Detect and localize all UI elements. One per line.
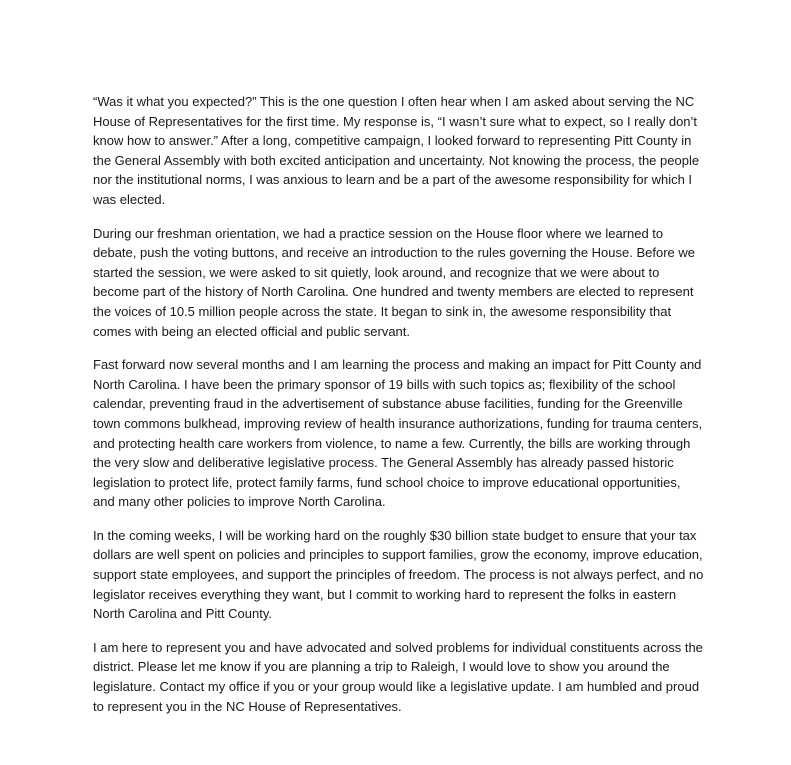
paragraph-5: I am here to represent you and have advocated and solved problems for individual constituents across the district. Please let me know if you are planning a trip to Raleigh, I would love to show you around the legislature. Contact my office if you or your group would like a legislative update. I am humbled and proud to represent you in the NC House of Representatives. xyxy=(93,639,703,714)
paragraph-4: In the coming weeks, I will be working hard on the roughly $30 billion state budget to ensure that your tax dollars are well spent on policies and principles to support families, grow the economy, improve education, support state employees, and support the principles of freedom. The process is not always perfect, and no legislator receives everything they want, but I commit to working hard to represent the folks in eastern North Carolina and Pitt County. xyxy=(93,527,704,622)
document-body xyxy=(93,92,705,730)
paragraph-3: Fast forward now several months and I am learning the process and making an impact for Pitt County and North Carolina. I have been the primary sponsor of 19 bills with such topics as; flexibility of the school calendar, preventing fraud in the advertisement of substance abuse facilities, funding for the Greenville town commons bulkhead, improving review of health insurance authorizations, funding for trauma centers, and protecting health care workers from violence, to name a few. Currently, the bills are working through the very slow and deliberative legislative process. The General Assembly has already passed historic legislation to protect life, protect family farms, fund school choice to improve educational opportunities, and many other policies to improve North Carolina. xyxy=(93,357,703,510)
paragraph-1: “Was it what you expected?” This is the one question I often hear when I am asked about serving the NC House of Representatives for the first time. My response is, “I wasn’t sure what to expect, so I really don’t know how to answer.” After a long, competitive campaign, I looked forward to representing Pitt County in the General Assembly with both excited anticipation and uncertainty. Not knowing the process, the people nor the institutional norms, I was anxious to learn and be a part of the awesome responsibility for which I was elected. xyxy=(93,94,700,207)
paragraph-2: During our freshman orientation, we had a practice session on the House floor where we learned to debate, push the voting buttons, and receive an introduction to the rules governing the House. Before we started the session, we were asked to sit quietly, look around, and recognize that we were about to become part of the history of North Carolina. One hundred and twenty members are elected to represent the voices of 10.5 million people across the state. It began to sink in, the awesome responsibility that comes with being an elected official and public servant. xyxy=(93,225,696,339)
